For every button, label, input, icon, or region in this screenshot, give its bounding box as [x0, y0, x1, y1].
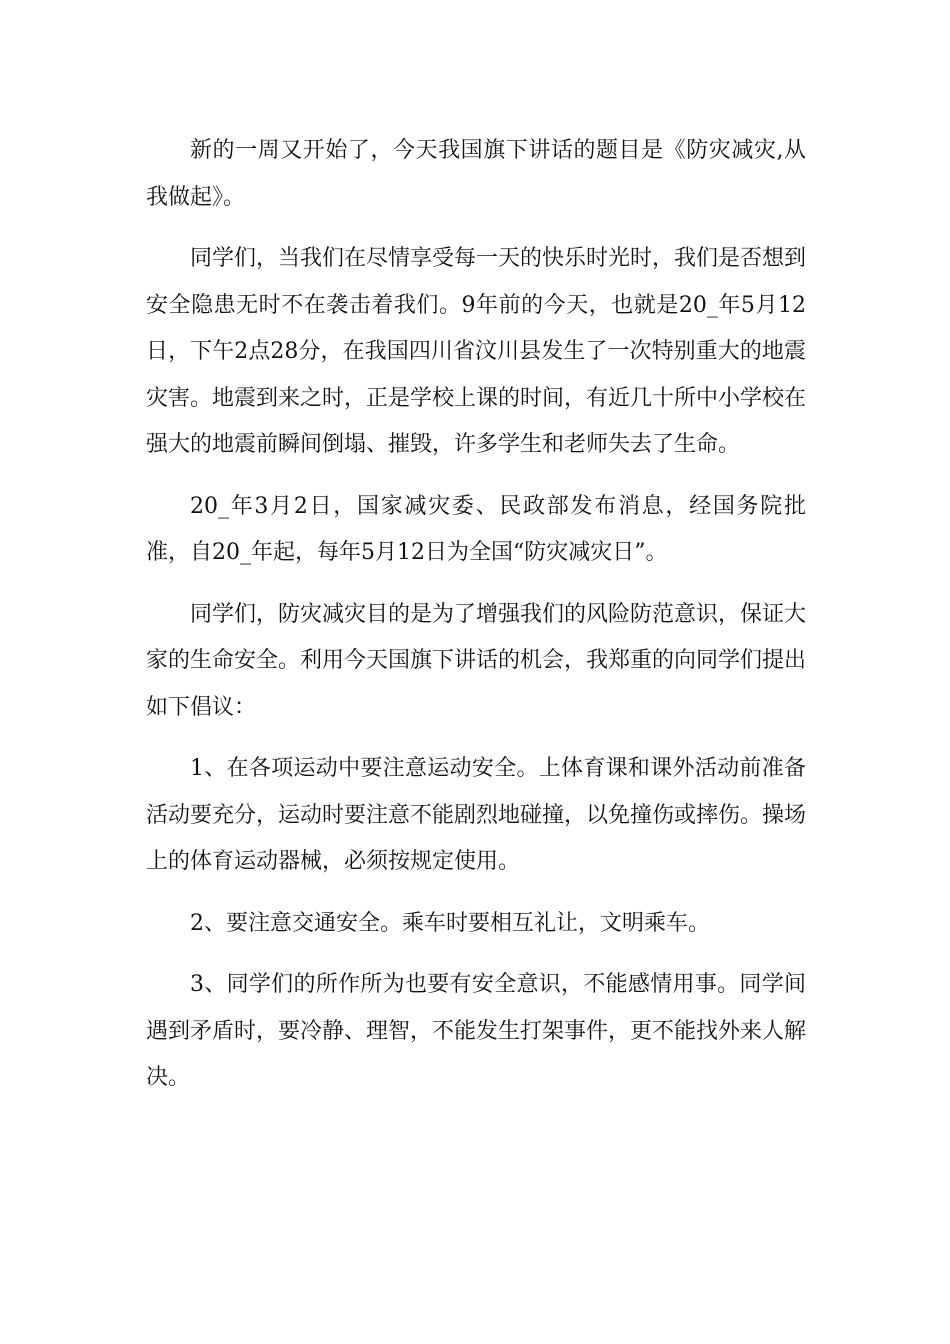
document-body: [146, 128, 806, 1102]
paragraph-disaster-day: 20_年3月2日，国家减灾委、民政部发布消息，经国务院批准，自20_年起，每年5月12日为全国“防灾减灾日”。: [146, 493, 806, 565]
paragraph-wenchuan-earthquake: 同学们，当我们在尽情享受每一天的快乐时光时，我们是否想到安全隐患无时不在袭击着我们。9年前的今天，也就是20_年5月12日，下午2点28分，在我国四川省汶川县发生了一次特别重大的地震灾害。地震到来之时，正是学校上课的时间，有近几十所中小学校在强大的地震前瞬间倒塌、摧毁，许多学生和老师失去了生命。: [146, 246, 807, 457]
paragraph-proposal-1: 1、在各项运动中要注意运动安全。上体育课和课外活动前准备活动要充分，运动时要注意不能剧烈地碰撞，以免撞伤或摔伤。操场上的体育运动器械，必须按规定使用。: [146, 756, 807, 874]
paragraph-intro: 新的一周又开始了，今天我国旗下讲话的题目是《防灾减灾,从我做起》。: [146, 138, 806, 210]
paragraph-proposal-2: 2、要注意交通安全。乘车时要相互礼让，文明乘车。: [190, 910, 710, 936]
paragraph-purpose: 同学们，防灾减灾目的是为了增强我们的风险防范意识，保证大家的生命安全。利用今天国旗下讲话的机会，我郑重的向同学们提出如下倡议：: [146, 601, 807, 720]
paragraph-proposal-3: 3、同学们的所作所为也要有安全意识，不能感情用事。同学间遇到矛盾时，要冷静、理智，不能发生打架事件，更不能找外来人解决。: [146, 972, 807, 1090]
